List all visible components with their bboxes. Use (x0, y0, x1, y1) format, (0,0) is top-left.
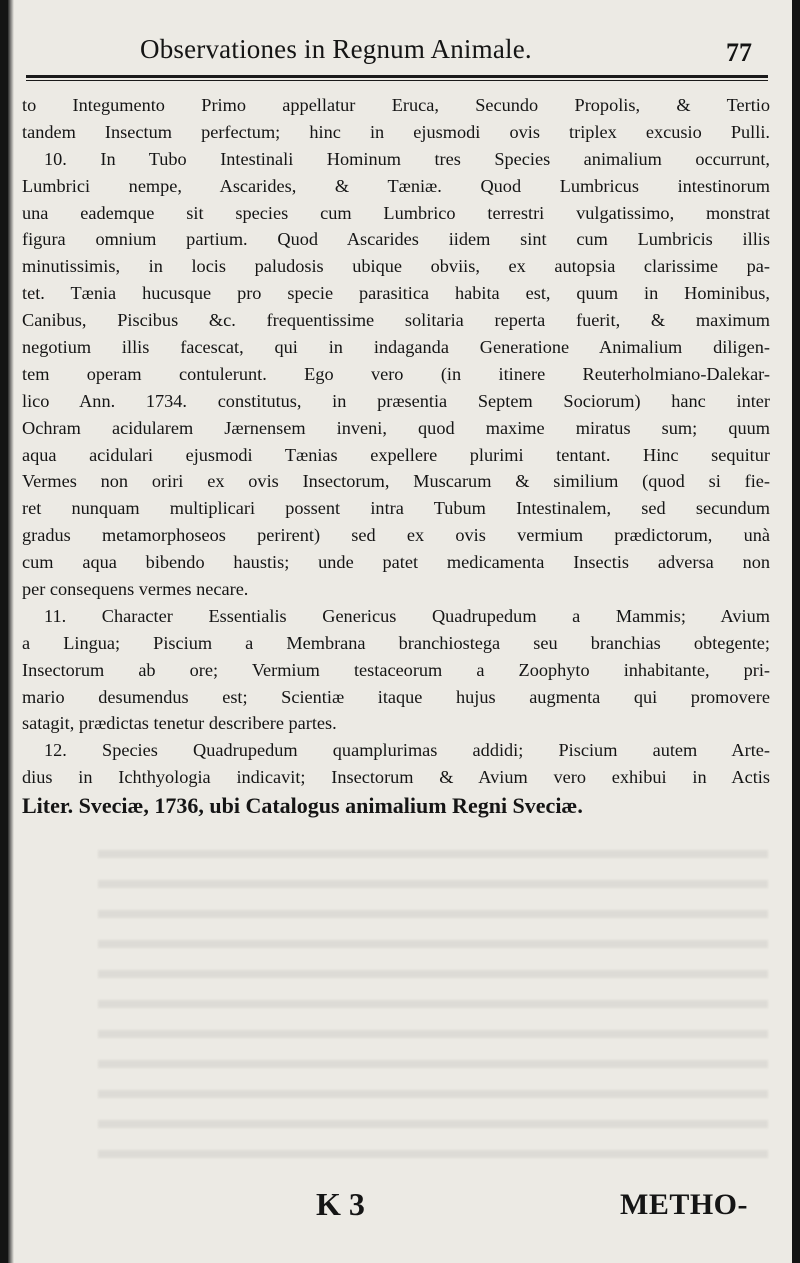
text-line: tem operam contulerunt. Ego vero (in itinere Reuterholmiano-Dalekar- (22, 363, 770, 384)
signature-mark: K 3 (316, 1186, 365, 1222)
text-line: Vermes non oriri ex ovis Insectorum, Muscarum & similium (quod si fie- (22, 471, 770, 492)
text-line: una eademque sit species cum Lumbrico terrestri vulgatissimo, monstrat (22, 202, 770, 223)
running-title: Observationes in Regnum Animale. (140, 34, 532, 64)
text-line: lico Ann. 1734. constitutus, in præsentia Septem Sociorum) hanc inter (22, 390, 770, 411)
text-line: ret nunquam multiplicari possent intra Tubum Intestinalem, sed secundum (22, 498, 770, 519)
text-line: mario desumendus est; Scientiæ itaque hujus augmenta qui promovere (22, 686, 770, 707)
page-header (8, 30, 792, 70)
text-line: a Lingua; Piscium a Membrana branchiostega seu branchias obtegente; (22, 632, 770, 653)
text-line: gradus metamorphoseos perirent) sed ex ovis vermium prædictorum, unà (22, 525, 770, 546)
page-footer (8, 1180, 792, 1230)
binding-shadow (8, 0, 14, 1263)
text-line: 12. Species Quadrupedum quamplurimas addidi; Piscium autem Arte- (44, 740, 770, 761)
text-line: tet. Tænia hucusque pro specie parasitica habita est, quum in Hominibus, (22, 283, 770, 304)
body-text (22, 92, 770, 820)
text-line: negotium illis facescat, qui in indaganda Generatione Animalium diligen- (22, 337, 770, 358)
text-line: cum aqua bibendo haustis; unde patet medicamenta Insectis adversa non (22, 552, 770, 573)
text-line: tandem Insectum perfectum; hinc in ejusmodi ovis triplex excusio Pulli. (22, 121, 770, 142)
text-line: dius in Ichthyologia indicavit; Insectorum & Avium vero exhibui in Actis (22, 767, 770, 788)
text-line: 10. In Tubo Intestinali Hominum tres Species animalium occurrunt, (44, 148, 770, 169)
catchword: METHO- (620, 1188, 748, 1221)
bleed-through-shadow (98, 828, 768, 1158)
page-number: 77 (726, 38, 752, 67)
text-line: Insectorum ab ore; Vermium testaceorum a Zoophyto inhabitante, pri- (22, 659, 770, 680)
text-line: figura omnium partium. Quod Ascarides iidem sint cum Lumbricis illis (22, 229, 770, 250)
text-line: satagit, prædictas tenetur describere partes. (22, 713, 337, 734)
text-line: Ochram acidularem Jærnensem inveni, quod maxime miratus sum; quum (22, 417, 770, 438)
text-line: to Integumento Primo appellatur Eruca, Secundo Propolis, & Tertio (22, 95, 770, 115)
text-line: minutissimis, in locis paludosis ubique obviis, ex autopsia clarissime pa- (22, 256, 770, 277)
text-line: Liter. Sveciæ, 1736, ubi Catalogus animalium Regni Sveciæ. (22, 793, 583, 819)
book-page (8, 0, 792, 1263)
header-rule (26, 75, 768, 81)
text-line: Lumbrici nempe, Ascarides, & Tæniæ. Quod Lumbricus intestinorum (22, 175, 770, 196)
text-line: 11. Character Essentialis Genericus Quadrupedum a Mammis; Avium (44, 605, 770, 626)
text-line: per consequens vermes necare. (22, 579, 249, 600)
text-line: aqua acidulari ejusmodi Tænias expellere plurimi tentant. Hinc sequitur (22, 444, 770, 465)
text-line: Canibus, Piscibus &c. frequentissime solitaria reperta fuerit, & maximum (22, 310, 770, 331)
